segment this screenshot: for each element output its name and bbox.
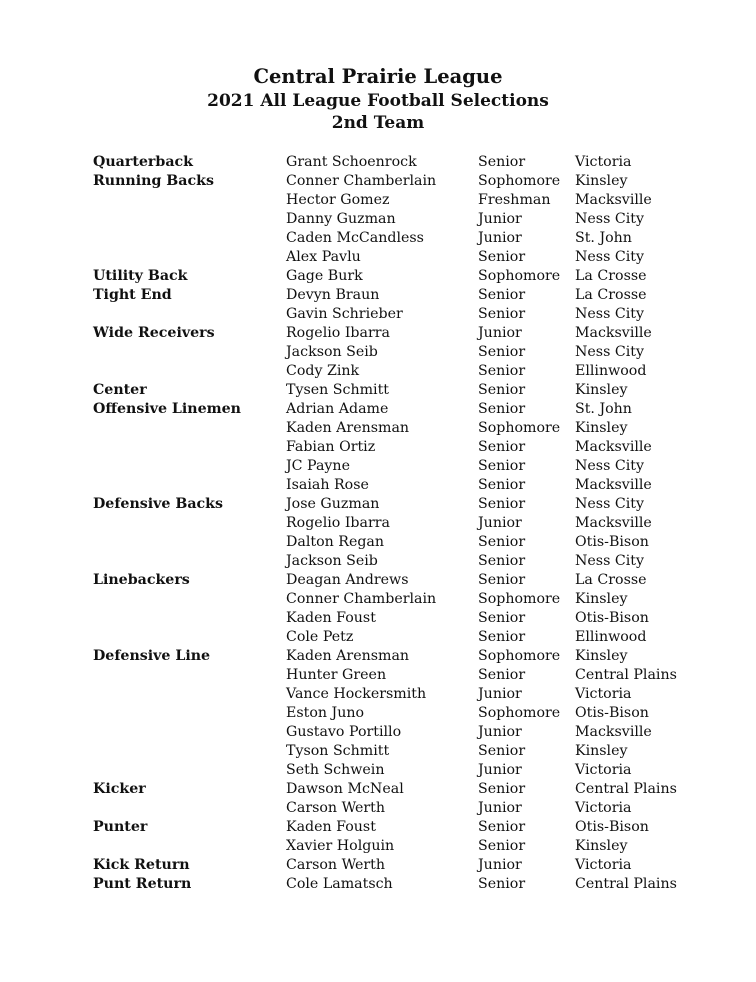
player-school: Ness City (575, 458, 644, 474)
player-class: Senior (478, 838, 526, 854)
player-school: Macksville (575, 515, 652, 531)
selection-row (0, 191, 756, 210)
player-class: Junior (478, 230, 522, 246)
player-name: Seth Schwein (286, 762, 385, 778)
player-school: Kinsley (575, 591, 628, 607)
position-label: Tight End (93, 287, 172, 303)
position-label: Defensive Backs (93, 496, 224, 512)
selection-row (0, 457, 756, 476)
player-class: Senior (478, 363, 526, 379)
selection-row (0, 153, 756, 172)
selection-row (0, 229, 756, 248)
position-label: Utility Back (93, 268, 188, 284)
player-school: La Crosse (575, 287, 647, 303)
player-class: Senior (478, 534, 526, 550)
player-name: Jackson Seib (286, 553, 378, 569)
selection-row (0, 248, 756, 267)
selection-row (0, 742, 756, 761)
selection-row (0, 438, 756, 457)
player-name: Kaden Foust (286, 610, 376, 626)
selection-row (0, 419, 756, 438)
league-title: Central Prairie League (253, 65, 503, 88)
selection-row (0, 571, 756, 590)
player-name: Kaden Arensman (286, 420, 410, 436)
player-class: Senior (478, 876, 526, 892)
player-school: Ellinwood (575, 629, 647, 645)
player-class: Senior (478, 572, 526, 588)
player-class: Senior (478, 743, 526, 759)
player-name: Gage Burk (286, 268, 363, 284)
player-class: Senior (478, 382, 526, 398)
selection-row (0, 856, 756, 875)
position-label: Kick Return (93, 857, 190, 873)
selection-row (0, 476, 756, 495)
player-class: Junior (478, 325, 522, 341)
selection-row (0, 628, 756, 647)
player-name: Adrian Adame (286, 401, 389, 417)
player-name: Xavier Holguin (286, 838, 395, 854)
selection-row (0, 875, 756, 894)
player-name: Hunter Green (286, 667, 387, 683)
selection-row (0, 666, 756, 685)
player-name: Isaiah Rose (286, 477, 369, 493)
player-name: Eston Juno (286, 705, 365, 721)
player-name: Jackson Seib (286, 344, 378, 360)
selection-row (0, 723, 756, 742)
player-class: Sophomore (478, 648, 561, 664)
player-school: Otis-Bison (575, 610, 649, 626)
position-label: Punt Return (93, 876, 192, 892)
player-school: Ness City (575, 306, 644, 322)
player-school: Central Plains (575, 876, 677, 892)
player-school: Victoria (575, 800, 632, 816)
player-class: Senior (478, 629, 526, 645)
player-school: Macksville (575, 192, 652, 208)
player-class: Freshman (478, 192, 551, 208)
selection-row (0, 609, 756, 628)
player-school: St. John (575, 401, 632, 417)
player-school: Otis-Bison (575, 705, 649, 721)
selection-row (0, 533, 756, 552)
player-school: Macksville (575, 724, 652, 740)
player-class: Senior (478, 249, 526, 265)
player-school: Kinsley (575, 382, 628, 398)
selection-row (0, 647, 756, 666)
selection-row (0, 210, 756, 229)
selection-row (0, 324, 756, 343)
selection-row (0, 761, 756, 780)
selection-row (0, 381, 756, 400)
selection-row (0, 704, 756, 723)
player-school: Macksville (575, 325, 652, 341)
player-name: Dawson McNeal (286, 781, 404, 797)
player-school: Ness City (575, 211, 644, 227)
position-label: Running Backs (93, 173, 214, 189)
selection-row (0, 514, 756, 533)
player-school: Kinsley (575, 838, 628, 854)
player-name: Devyn Braun (286, 287, 380, 303)
team-label: 2nd Team (331, 113, 425, 133)
selection-row (0, 400, 756, 419)
selection-row (0, 818, 756, 837)
player-class: Senior (478, 287, 526, 303)
selection-row (0, 286, 756, 305)
selection-row (0, 343, 756, 362)
player-school: Kinsley (575, 420, 628, 436)
player-name: Grant Schoenrock (286, 154, 417, 170)
player-school: Ness City (575, 553, 644, 569)
player-name: Jose Guzman (286, 496, 380, 512)
player-name: Danny Guzman (286, 211, 396, 227)
player-school: Kinsley (575, 743, 628, 759)
player-class: Senior (478, 344, 526, 360)
player-class: Senior (478, 553, 526, 569)
player-school: La Crosse (575, 268, 647, 284)
player-name: JC Payne (286, 458, 350, 474)
selection-row (0, 780, 756, 799)
player-class: Senior (478, 458, 526, 474)
player-name: Vance Hockersmith (286, 686, 427, 702)
selection-row (0, 590, 756, 609)
selection-row (0, 305, 756, 324)
position-label: Defensive Line (93, 648, 211, 664)
player-school: Kinsley (575, 173, 628, 189)
player-class: Junior (478, 686, 522, 702)
player-name: Tysen Schmitt (286, 382, 389, 398)
player-name: Conner Chamberlain (286, 173, 437, 189)
player-school: Central Plains (575, 781, 677, 797)
player-class: Senior (478, 401, 526, 417)
player-class: Sophomore (478, 173, 561, 189)
player-school: Victoria (575, 686, 632, 702)
player-class: Senior (478, 781, 526, 797)
selection-row (0, 799, 756, 818)
position-label: Kicker (93, 781, 146, 797)
player-name: Gavin Schrieber (286, 306, 403, 322)
document-header (0, 64, 756, 134)
player-name: Dalton Regan (286, 534, 385, 550)
selections-list (0, 153, 756, 894)
player-name: Kaden Arensman (286, 648, 410, 664)
position-label: Center (93, 382, 147, 398)
player-school: Central Plains (575, 667, 677, 683)
selection-row (0, 267, 756, 286)
player-name: Kaden Foust (286, 819, 376, 835)
selection-row (0, 495, 756, 514)
player-class: Sophomore (478, 268, 561, 284)
player-name: Caden McCandless (286, 230, 424, 246)
player-class: Senior (478, 439, 526, 455)
player-class: Senior (478, 496, 526, 512)
player-name: Deagan Andrews (286, 572, 409, 588)
player-school: Macksville (575, 439, 652, 455)
selection-row (0, 552, 756, 571)
position-label: Quarterback (93, 154, 193, 170)
position-label: Wide Receivers (93, 325, 215, 341)
player-class: Senior (478, 477, 526, 493)
player-class: Sophomore (478, 591, 561, 607)
player-school: Otis-Bison (575, 534, 649, 550)
player-name: Carson Werth (286, 857, 386, 873)
player-school: Kinsley (575, 648, 628, 664)
player-class: Senior (478, 154, 526, 170)
player-name: Cole Petz (286, 629, 354, 645)
player-class: Senior (478, 306, 526, 322)
player-class: Sophomore (478, 705, 561, 721)
player-class: Senior (478, 610, 526, 626)
position-label: Offensive Linemen (93, 401, 241, 417)
selections-subtitle: 2021 All League Football Selections (207, 91, 549, 111)
player-school: Victoria (575, 762, 632, 778)
selection-row (0, 837, 756, 856)
player-school: St. John (575, 230, 632, 246)
player-name: Hector Gomez (286, 192, 390, 208)
player-class: Junior (478, 211, 522, 227)
player-school: Otis-Bison (575, 819, 649, 835)
player-name: Fabian Ortiz (286, 439, 376, 455)
player-class: Junior (478, 857, 522, 873)
player-class: Junior (478, 800, 522, 816)
player-name: Alex Pavlu (286, 249, 361, 265)
selection-row (0, 362, 756, 381)
player-name: Rogelio Ibarra (286, 325, 390, 341)
selection-row (0, 685, 756, 704)
player-school: Ness City (575, 344, 644, 360)
player-school: Ness City (575, 496, 644, 512)
player-name: Cody Zink (286, 363, 360, 379)
player-school: La Crosse (575, 572, 647, 588)
player-school: Ellinwood (575, 363, 647, 379)
player-name: Gustavo Portillo (286, 724, 402, 740)
position-label: Linebackers (93, 572, 190, 588)
player-class: Junior (478, 762, 522, 778)
player-name: Rogelio Ibarra (286, 515, 390, 531)
selection-row (0, 172, 756, 191)
player-class: Senior (478, 819, 526, 835)
player-school: Macksville (575, 477, 652, 493)
player-class: Junior (478, 515, 522, 531)
player-class: Junior (478, 724, 522, 740)
player-class: Sophomore (478, 420, 561, 436)
player-name: Conner Chamberlain (286, 591, 437, 607)
player-class: Senior (478, 667, 526, 683)
player-name: Carson Werth (286, 800, 386, 816)
position-label: Punter (93, 819, 148, 835)
player-name: Cole Lamatsch (286, 876, 393, 892)
player-school: Victoria (575, 154, 632, 170)
player-name: Tyson Schmitt (286, 743, 390, 759)
player-school: Victoria (575, 857, 632, 873)
player-school: Ness City (575, 249, 644, 265)
